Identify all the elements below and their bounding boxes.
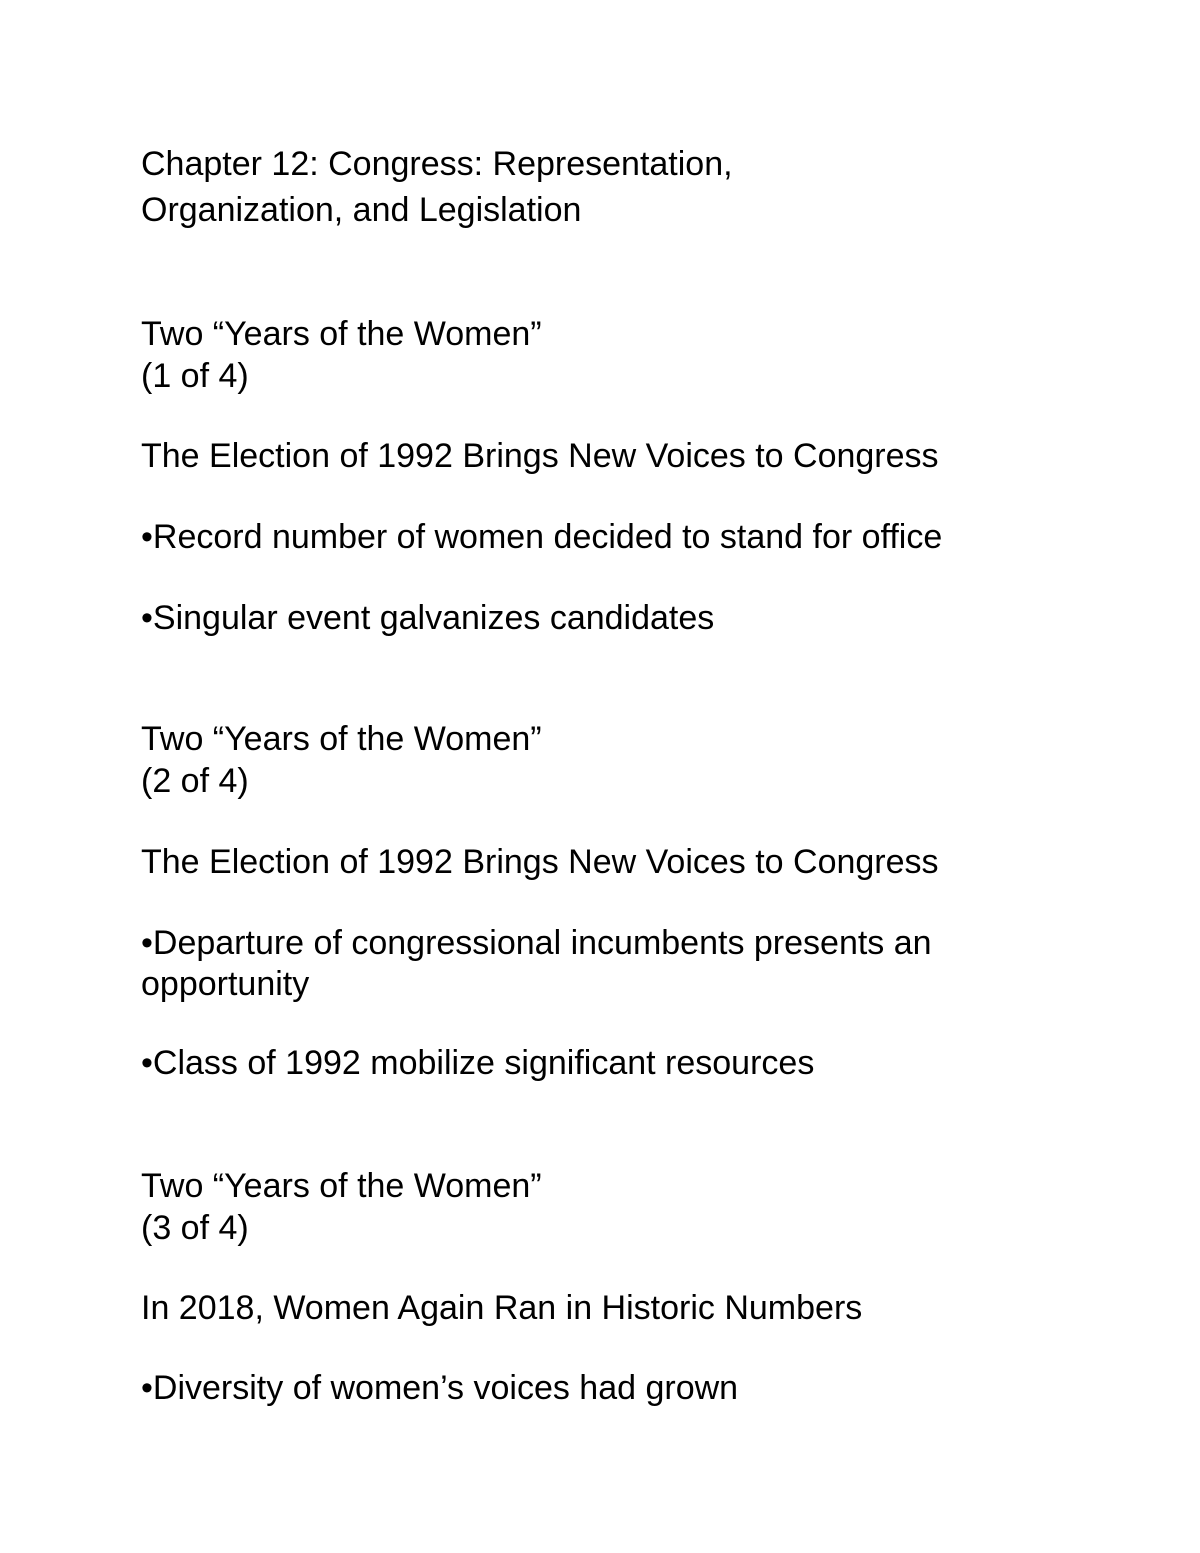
section-2-bullet-1-line-1: •Departure of congressional incumbents presents an [141, 924, 932, 962]
section-2-counter: (2 of 4) [141, 762, 249, 800]
section-1-bullet-2: •Singular event galvanizes candidates [141, 599, 715, 637]
section-1-bullet-1: •Record number of women decided to stand for office [141, 518, 943, 556]
section-3-subheading: In 2018, Women Again Ran in Historic Numbers [141, 1289, 863, 1327]
section-3-counter: (3 of 4) [141, 1209, 249, 1247]
section-1-heading: Two “Years of the Women” [141, 315, 542, 353]
section-1-counter: (1 of 4) [141, 357, 249, 395]
chapter-title-line-1: Chapter 12: Congress: Representation, [141, 145, 733, 183]
chapter-title-line-2: Organization, and Legislation [141, 191, 582, 229]
section-2-bullet-1-line-2: opportunity [141, 965, 310, 1003]
section-2-bullet-2: •Class of 1992 mobilize significant resources [141, 1044, 815, 1082]
section-3-heading: Two “Years of the Women” [141, 1167, 542, 1205]
section-2-heading: Two “Years of the Women” [141, 720, 542, 758]
section-2-subheading: The Election of 1992 Brings New Voices to Congress [141, 843, 939, 881]
section-3-bullet-1: •Diversity of women’s voices had grown [141, 1369, 739, 1407]
section-1-subheading: The Election of 1992 Brings New Voices to Congress [141, 437, 939, 475]
